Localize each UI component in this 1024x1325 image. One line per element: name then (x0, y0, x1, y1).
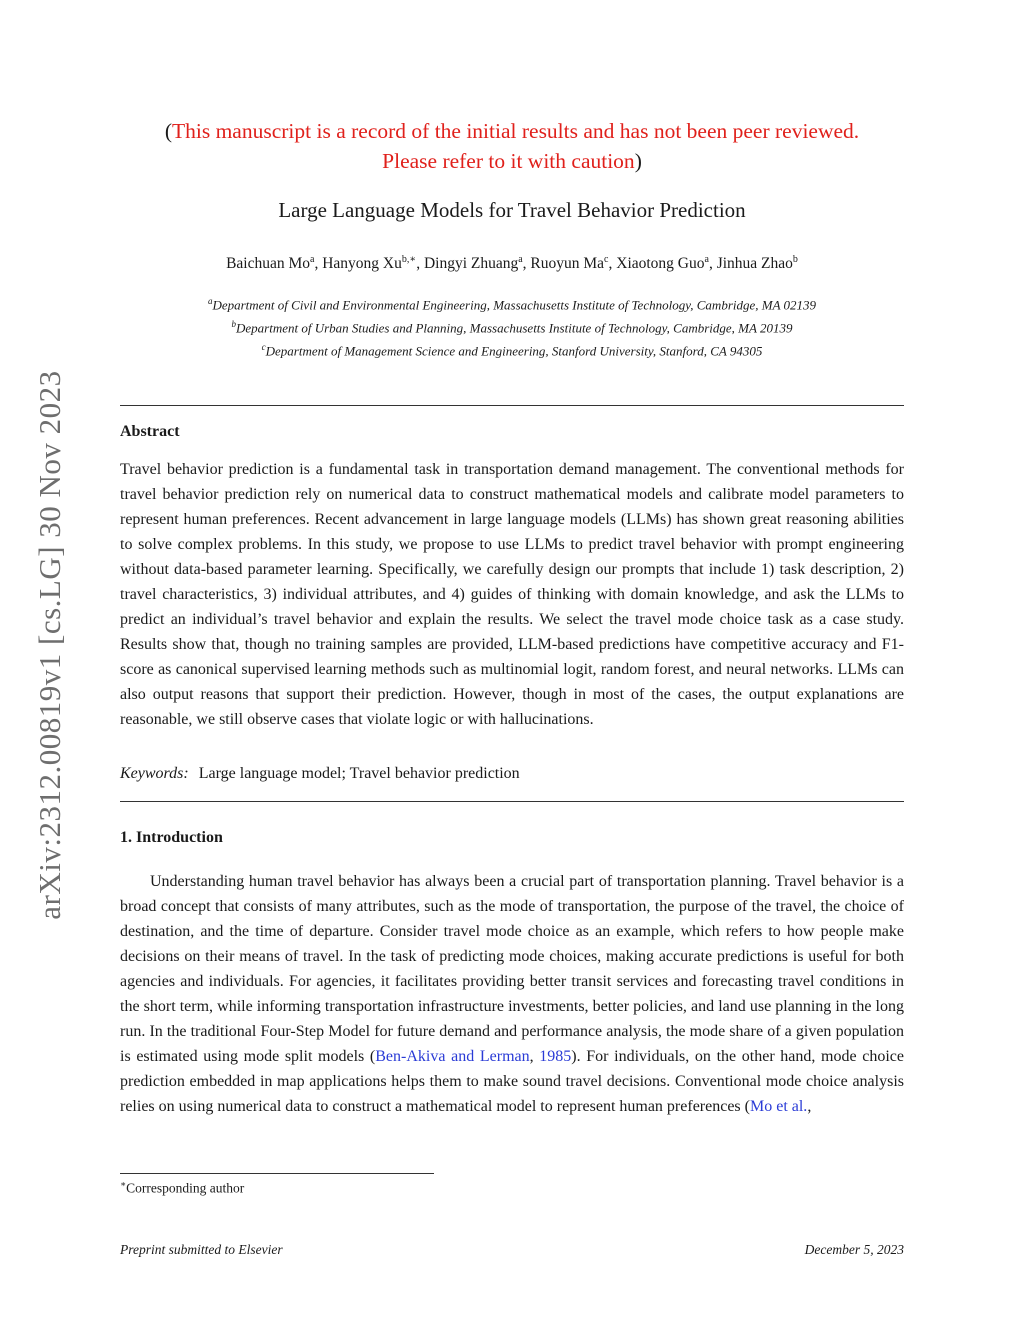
author: Jinhua Zhao$^b$ (716, 254, 798, 273)
author: Baichuan Mo$^a$, (226, 254, 323, 273)
affiliations (100, 292, 924, 360)
affiliation: $^c$Department of Management Science and Engineering, Stanford University, Stanford, CA 94305 (261, 341, 763, 358)
citation-link[interactable]: Ben-Akiva and Lerman (375, 1048, 530, 1065)
footnote-text: Corresponding author (126, 1180, 245, 1196)
author: Ruoyun Ma$^c$, (530, 254, 617, 273)
notice-open-paren: ( (164, 119, 172, 143)
section-heading-introduction: 1. Introduction (120, 829, 223, 846)
notice-line-1: This manuscript is a record of the initial results and has not been peer reviewed. (171, 119, 860, 143)
author: Dingyi Zhuang$^a$, (423, 254, 531, 273)
arxiv-identifier: arXiv:2312.00819v1 [cs.LG] 30 Nov 2023 (32, 370, 67, 920)
affiliation: $^a$Department of Civil and Environmental Engineering, Massachusetts Institute of Technology, Cambridge, MA 02139 (207, 296, 817, 313)
notice-close-paren: ) (634, 149, 642, 173)
footer-date: December 5, 2023 (804, 1242, 904, 1257)
citation-year-link[interactable]: 1985 (539, 1048, 572, 1065)
keywords (120, 765, 520, 783)
author: Hanyong $Xu^{b,∗}$, (322, 254, 424, 273)
paper-title: Large Language Models for Travel Behavior Prediction (278, 198, 746, 222)
arxiv-side-stamp (30, 350, 70, 940)
review-notice (100, 116, 924, 176)
notice-line-2: Please refer to it with caution (382, 149, 635, 173)
author: Xiaotong Guo$^a$, (616, 254, 717, 273)
footnote (120, 1179, 244, 1197)
author-list (100, 254, 924, 273)
affiliation: $^b$Department of Urban Studies and Planning, Massachusetts Institute of Technology, Cambridge, MA 20139 (231, 318, 793, 336)
abstract-top-rule (120, 405, 904, 406)
citation-link[interactable]: Mo et al. (749, 1098, 808, 1115)
introduction-paragraph: Understanding human travel behavior has always been a crucial part of transportation planning. Travel behavior is a broad concept that consists of many attributes, such as the mode of transportation, the purpose of the travel, the choice of destination, and the time of departure. Consider travel mode choice as an example, which refers to how people make decisions on their means of travel. In the task of predicting mode choices, making accurate predictions is useful for both agencies and individuals. For agencies, it facilitates providing better transit services and forecasting travel conditions in the short term, while informing transportation infrastructure investments, better policies, and land use planning in the long run. In the traditional Four-Step Model for future demand and performance analysis, the mode share of a given population is estimated using mode split models (Ben-Akiva and Lerman, 1985). For individuals, on the other hand, mode choice prediction embedded in map applications helps them to make sound travel decisions. Conventional mode choice analysis relies on using numerical data to construct a mathematical model to represent human preferences (Mo et al., (120, 873, 905, 1115)
keywords-text: Large language model; Travel behavior prediction (198, 765, 520, 782)
abstract-heading: Abstract (120, 423, 180, 440)
abstract-body: Travel behavior prediction is a fundamental task in transportation demand management. The conventional methods for travel behavior prediction rely on numerical data to construct mathematical models and calibrate model parameters to represent human preferences. Recent advancement in large language models (LLMs) has shown great reasoning abilities to solve complex problems. In this study, we propose to use LLMs to predict travel behavior with prompt engineering without data-based parameter learning. Specifically, we carefully design our prompts that include 1) task description, 2) travel characteristics, 3) individual attributes, and 4) guides of thinking with domain knowledge, and ask the LLMs to predict an individual’s travel behavior and explain the results. We select the travel mode choice task as a case study. Results show that, though no training samples are provided, LLM-based predictions have competitive accuracy and F1-score as canonical supervised learning methods such as multinomial logit, random forest, and neural networks. LLMs can also output reasons that support their prediction. However, though in most of the cases, the output explanations are reasonable, we still observe cases that violate logic or with hallucinations. (120, 461, 904, 728)
footnote-marker: ∗ (120, 1179, 127, 1189)
footer-preprint-note: Preprint submitted to Elsevier (120, 1242, 283, 1257)
abstract-bottom-rule (120, 801, 904, 802)
keywords-label: Keywords: (120, 765, 189, 782)
footnote-rule (120, 1173, 434, 1174)
